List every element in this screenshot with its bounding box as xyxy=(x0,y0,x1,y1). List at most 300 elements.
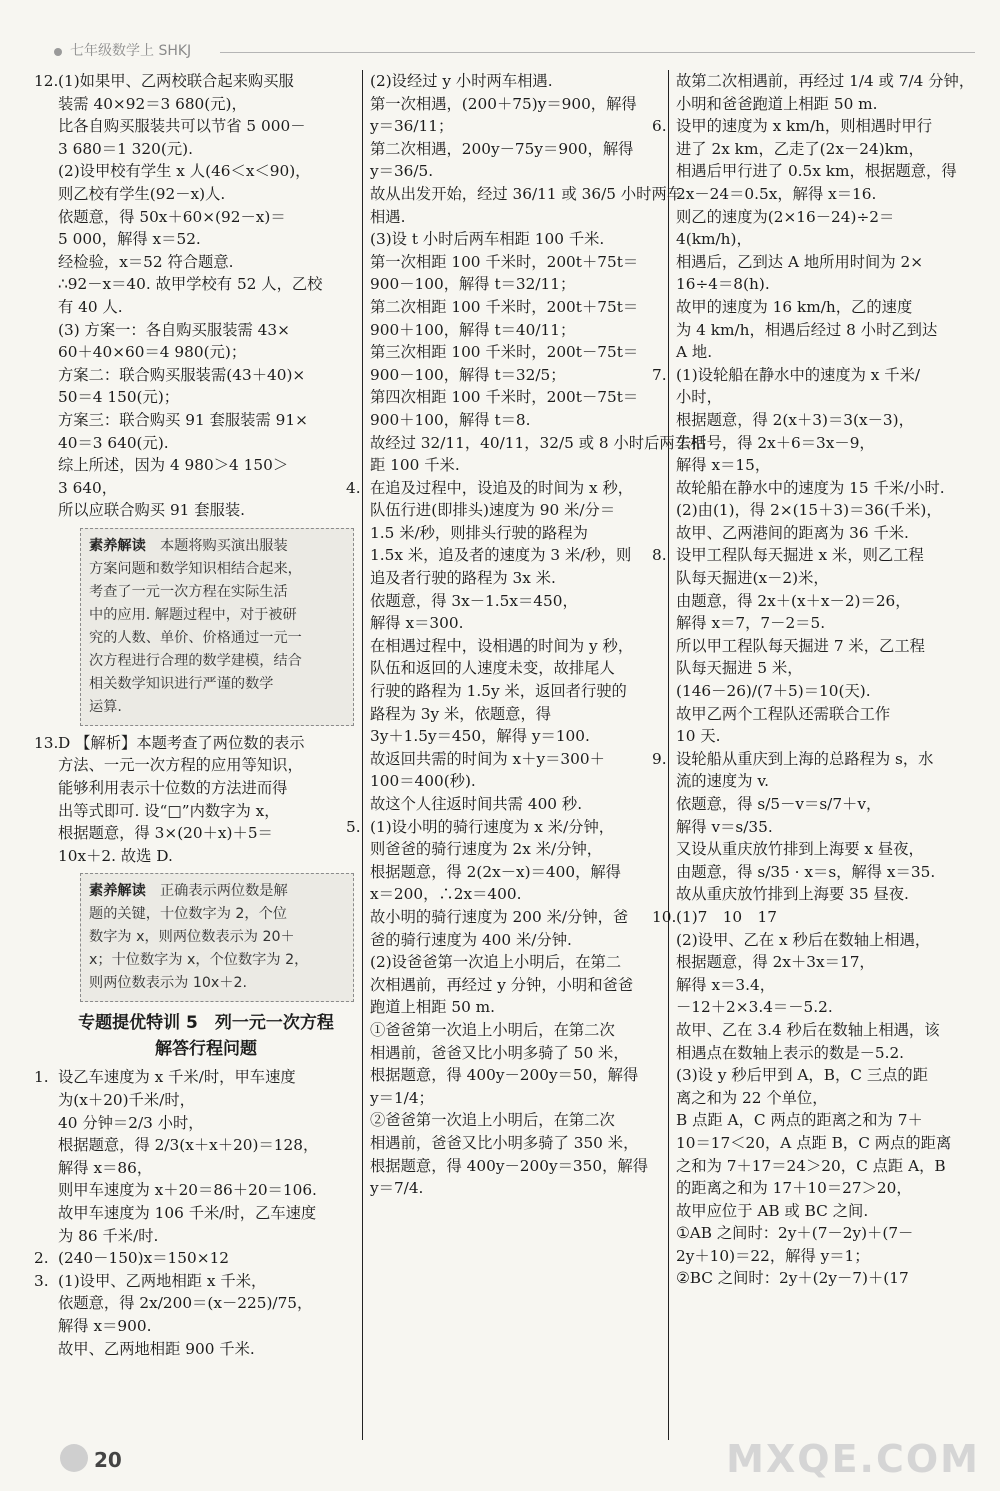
text-line xyxy=(676,70,974,93)
line-text: 依题意，得 s/5－v＝s/7＋v， xyxy=(676,795,882,813)
text-line xyxy=(370,115,664,138)
text-line xyxy=(370,703,664,726)
line-text: 为 4 km/h，相遇后经过 8 小时乙到达 xyxy=(676,320,938,339)
line-text: 3 680＝1 320(元). xyxy=(58,139,193,158)
line-text: 60＋40×60＝4 980(元)； xyxy=(58,343,247,362)
line-text: 路程为 3y 米，依题意，得 xyxy=(370,704,552,723)
text-line xyxy=(676,635,974,658)
text-line xyxy=(676,657,974,680)
question-number: 8. xyxy=(652,546,667,565)
text-line xyxy=(370,522,664,545)
line-text: 队伍和返回的人速度未变，故排尾人 xyxy=(370,659,615,678)
question-number: 5. xyxy=(346,817,361,836)
line-text: 的距离之和为 17＋10＝27＞20， xyxy=(676,1179,912,1198)
line-text: 50＝4 150(元)； xyxy=(58,388,180,407)
text-line xyxy=(676,499,974,522)
note-line: x；十位数字为 x，个位数字为 2， xyxy=(89,952,309,969)
line-text: 方法、一元一次方程的应用等知识， xyxy=(58,756,303,775)
line-text: (146－26)/(7＋5)＝10(天). xyxy=(676,682,871,701)
text-line xyxy=(370,590,664,613)
line-text: 则甲车速度为 x＋20＝86＋20＝106. xyxy=(58,1181,317,1200)
question-number: 6. xyxy=(652,117,667,136)
text-line xyxy=(370,725,664,748)
line-text: 次相遇前，再经过 y 分钟，小明和爸爸 xyxy=(370,975,634,994)
text-line xyxy=(676,590,974,613)
text-line xyxy=(370,454,664,477)
line-text: 故经过 32/11，40/11，32/5 或 8 小时后两车相 xyxy=(370,433,706,452)
line-text: (3)设 y 秒后甲到 A，B，C 三点的距 xyxy=(676,1066,929,1085)
line-text: 去括号，得 2x＋6＝3x－9， xyxy=(676,433,875,452)
note-line: 次方程进行合理的数学建模，结合 xyxy=(89,652,302,669)
text-line xyxy=(370,996,664,1019)
section-heading xyxy=(58,1010,354,1062)
text-line xyxy=(370,138,664,161)
line-text: 依题意，得 2x/200＝(x－225)/75， xyxy=(58,1294,313,1313)
text-line xyxy=(370,793,664,816)
line-text: (2)设甲、乙在 x 秒后在数轴上相遇， xyxy=(676,930,931,949)
note-line: 正确表示两位数是解 xyxy=(159,883,288,900)
text-line xyxy=(652,544,974,567)
text-line xyxy=(676,228,974,251)
line-text: 故甲、乙在 3.4 秒后在数轴上相遇，该 xyxy=(676,1020,940,1039)
text-line xyxy=(370,273,664,296)
line-text: 综上所述，因为 4 980＞4 150＞ xyxy=(58,456,289,475)
note-line: 本题将购买演出服装 xyxy=(159,537,288,554)
line-text: 之和为 7＋17＝24＞20，C 点距 A，B xyxy=(676,1156,946,1175)
line-text: 为(x＋20)千米/时， xyxy=(58,1091,195,1110)
text-line xyxy=(370,770,664,793)
line-text: 在追及过程中，设追及的时间为 x 秒， xyxy=(370,478,634,497)
line-text: (1)设轮船在静水中的速度为 x 千米/ xyxy=(676,365,921,384)
text-line xyxy=(370,386,664,409)
line-text: ②爸爸第一次追上小明后，在第二次 xyxy=(370,1111,615,1130)
line-text: 根据题意，得 2x＋3x＝17， xyxy=(676,953,875,972)
line-text: 比各自购买服装共可以节省 5 000－ xyxy=(58,117,306,136)
line-text: 故返回共需的时间为 x＋y＝300＋ xyxy=(370,749,605,768)
text-line xyxy=(370,748,664,771)
text-line xyxy=(58,273,354,296)
question-number: 1. xyxy=(34,1068,49,1087)
line-text: y＝36/5. xyxy=(370,162,434,181)
note-line: 数字为 x，则两位数表示为 20＋ xyxy=(89,929,295,946)
line-text: 第四次相距 100 千米时，200t－75t＝ xyxy=(370,388,639,407)
page-number: 20 xyxy=(94,1448,122,1472)
line-text: 相遇前，爸爸又比小明多骑了 350 米， xyxy=(370,1133,639,1152)
line-text: 故甲应位于 AB 或 BC 之间. xyxy=(676,1201,869,1220)
line-text: 由题意，得 s/35 · x＝s，解得 x＝35. xyxy=(676,862,936,881)
watermark: MXQE.COM xyxy=(726,1437,980,1481)
line-text: 方案三：联合购买 91 套服装需 91× xyxy=(58,410,308,429)
line-text: 由题意，得 2x＋(x＋x－2)＝26， xyxy=(676,591,911,610)
text-line xyxy=(58,228,354,251)
answers-5-10 xyxy=(652,70,975,1290)
text-line xyxy=(370,951,664,974)
question-number: 13. xyxy=(34,733,59,752)
line-text: 设轮船从重庆到上海的总路程为 s，水 xyxy=(676,749,934,768)
text-line xyxy=(676,1245,974,1268)
line-text: 第一次相距 100 千米时，200t＋75t＝ xyxy=(370,252,639,271)
text-line xyxy=(58,1134,354,1157)
text-line xyxy=(652,115,974,138)
header-rule xyxy=(220,52,975,53)
text-line xyxy=(676,138,974,161)
text-line xyxy=(676,432,974,455)
text-line xyxy=(58,341,354,364)
text-line xyxy=(370,567,664,590)
text-line xyxy=(676,793,974,816)
text-line xyxy=(370,251,664,274)
note-line: 方案问题和数学知识相结合起来， xyxy=(89,560,302,577)
line-text: 第三次相距 100 千米时，200t－75t＝ xyxy=(370,343,639,362)
line-text: 2x－24＝0.5x，解得 x＝16. xyxy=(676,184,877,203)
line-text: y＝7/4. xyxy=(370,1179,424,1198)
line-text: 相遇后甲行进了 0.5x km，根据题意，得 xyxy=(676,162,957,181)
text-line xyxy=(58,454,354,477)
page-footer xyxy=(60,1440,160,1480)
line-text: 解得 x＝86， xyxy=(58,1158,153,1177)
text-line xyxy=(370,1064,664,1087)
text-line xyxy=(58,1089,354,1112)
question-number: 3. xyxy=(34,1271,49,1290)
text-line xyxy=(370,861,664,884)
line-text: 流的速度为 v. xyxy=(676,772,770,791)
line-text: ∴92－x＝40. 故甲学校有 52 人，乙校 xyxy=(58,275,323,294)
answer-13 xyxy=(34,732,354,868)
line-text: x＝200，∴2x＝400. xyxy=(370,885,522,904)
question-number: 12. xyxy=(34,72,59,90)
line-text: 跑道上相距 50 m. xyxy=(370,998,496,1017)
text-line xyxy=(370,206,664,229)
literacy-note-box xyxy=(80,873,354,1002)
line-text: 解得 x＝300. xyxy=(370,614,464,633)
text-line xyxy=(34,1066,354,1089)
line-text: 为 86 千米/时. xyxy=(58,1226,159,1245)
line-text: 故从重庆放竹排到上海要 35 昼夜. xyxy=(676,885,909,904)
line-text: (1)如果甲、乙两校联合起来购买服 xyxy=(58,72,294,90)
line-text: 第二次相遇，200y－75y＝900，解得 xyxy=(370,139,634,158)
text-line xyxy=(34,1270,354,1293)
text-line xyxy=(370,1087,664,1110)
question-number: 7. xyxy=(652,365,667,384)
text-line xyxy=(58,138,354,161)
section-heading-line: 解答行程问题 xyxy=(155,1039,257,1060)
text-line xyxy=(58,251,354,274)
line-text: 3y＋1.5y＝450，解得 y＝100. xyxy=(370,727,590,746)
text-line xyxy=(58,1315,354,1338)
text-line xyxy=(370,364,664,387)
text-line xyxy=(370,1155,664,1178)
line-text: y＝1/4； xyxy=(370,1088,434,1107)
line-text: 所以应联合购买 91 套服装. xyxy=(58,501,246,520)
line-text: 在相遇过程中，设相遇的时间为 y 秒， xyxy=(370,636,634,655)
line-text: 进了 2x km，乙走了(2x－24)km， xyxy=(676,139,924,158)
answer-12 xyxy=(34,70,354,522)
line-text: 根据题意，得 400y－200y＝50，解得 xyxy=(370,1066,639,1085)
text-line xyxy=(370,635,664,658)
line-text: 故轮船在静水中的速度为 15 千米/小时. xyxy=(676,478,945,497)
line-text: (2)设爸爸第一次追上小明后，在第二 xyxy=(370,953,622,972)
text-line xyxy=(58,1292,354,1315)
line-text: 10 天. xyxy=(676,727,721,746)
line-text: 装需 40×92＝3 680(元)， xyxy=(58,94,247,113)
question-number: 2. xyxy=(34,1249,49,1268)
text-line xyxy=(676,861,974,884)
line-text: (2)设经过 y 小时两车相遇. xyxy=(370,72,553,90)
line-text: 队每天掘进(x－2)米， xyxy=(676,569,829,588)
line-text: (1)设甲、乙两地相距 x 千米， xyxy=(58,1271,267,1290)
line-text: 900＋100，解得 t＝40/11； xyxy=(370,320,576,339)
text-line xyxy=(370,70,664,93)
line-text: 设乙车速度为 x 千米/时，甲车速度 xyxy=(58,1068,296,1087)
text-line xyxy=(370,160,664,183)
line-text: 设甲的速度为 x km/h，则相遇时甲行 xyxy=(676,117,932,136)
line-text: 故甲、乙两港间的距离为 36 千米. xyxy=(676,523,909,542)
text-line xyxy=(676,883,974,906)
text-line xyxy=(676,680,974,703)
line-text: 所以甲工程队每天掘进 7 米，乙工程 xyxy=(676,636,925,655)
line-text: 故甲乙两个工程队还需联合工作 xyxy=(676,704,891,723)
line-text: 依题意，得 3x－1.5x＝450， xyxy=(370,591,578,610)
line-text: (3) 方案一：各自购买服装需 43× xyxy=(58,320,290,339)
text-line xyxy=(676,1155,974,1178)
line-text: 根据题意，得 2(2x－x)＝400，解得 xyxy=(370,862,621,881)
line-text: (2)设甲校有学生 x 人(46＜x＜90)， xyxy=(58,162,311,181)
page-header xyxy=(40,40,975,66)
line-text: (1)设小明的骑行速度为 x 米/分钟， xyxy=(370,817,615,836)
text-line xyxy=(58,1338,354,1361)
text-line xyxy=(34,70,354,93)
column-divider xyxy=(362,70,363,1440)
text-line xyxy=(346,816,664,839)
line-text: 设甲工程队每天掘进 x 米，则乙工程 xyxy=(676,546,924,565)
text-line xyxy=(676,1019,974,1042)
text-line xyxy=(676,386,974,409)
text-line xyxy=(370,906,664,929)
line-text: 1.5 米/秒，则排头行驶的路程为 xyxy=(370,523,588,542)
line-text: 根据题意，得 2(x＋3)＝3(x－3)， xyxy=(676,410,914,429)
line-text: ①爸爸第一次追上小明后，在第二次 xyxy=(370,1020,615,1039)
text-line xyxy=(58,409,354,432)
text-line xyxy=(652,364,974,387)
text-line xyxy=(370,319,664,342)
bullet-icon xyxy=(54,48,62,56)
note-line: 相关数学知识进行严谨的数学 xyxy=(89,675,274,692)
line-text: 解得 x＝15， xyxy=(676,456,771,475)
note-line: 中的应用. 解题过程中，对于被研 xyxy=(89,606,297,623)
line-text: (3)设 t 小时后两车相距 100 千米. xyxy=(370,230,605,249)
line-text: 能够利用表示十位数的方法进而得 xyxy=(58,779,288,798)
text-line xyxy=(58,1112,354,1135)
line-text: 相遇. xyxy=(370,207,406,226)
text-line xyxy=(370,612,664,635)
text-line xyxy=(58,477,354,500)
line-text: 爸的骑行速度为 400 米/分钟. xyxy=(370,930,572,949)
line-text: 相遇点在数轴上表示的数是－5.2. xyxy=(676,1043,905,1062)
text-line xyxy=(58,1225,354,1248)
text-line xyxy=(370,1042,664,1065)
text-line xyxy=(370,183,683,206)
line-text: 根据题意，得 3×(20＋x)＋5＝ xyxy=(58,824,273,843)
text-line xyxy=(652,748,974,771)
text-line xyxy=(676,251,974,274)
line-text: 队每天掘进 5 米， xyxy=(676,659,803,678)
text-line xyxy=(58,754,354,777)
line-text: 第一次相遇，(200＋75)y＝900，解得 xyxy=(370,94,637,113)
line-text: 900－100，解得 t＝32/5； xyxy=(370,365,566,384)
text-line xyxy=(676,1064,974,1087)
line-text: 队伍行进(即排头)速度为 90 米/分＝ xyxy=(370,501,616,520)
note-line: 究的人数、单价、价格通过一元一 xyxy=(89,629,302,646)
text-line xyxy=(370,680,664,703)
line-text: 900－100，解得 t＝32/11； xyxy=(370,275,576,294)
text-line xyxy=(652,906,974,929)
line-text: B 点距 A，C 两点的距离之和为 7＋ xyxy=(676,1111,923,1130)
line-text: 方案二：联合购买服装需(43＋40)× xyxy=(58,365,306,384)
text-line xyxy=(676,838,974,861)
line-text: 第二次相距 100 千米时，200t＋75t＝ xyxy=(370,297,639,316)
text-line xyxy=(676,816,974,839)
text-line xyxy=(58,296,354,319)
line-text: 又设从重庆放竹排到上海要 x 昼夜， xyxy=(676,840,924,859)
text-line xyxy=(676,929,974,952)
line-text: 2y＋10)＝22，解得 y＝1； xyxy=(676,1246,870,1265)
text-line xyxy=(676,996,974,1019)
line-text: 100＝400(秒). xyxy=(370,772,476,791)
line-text: y＝36/11； xyxy=(370,117,454,136)
line-text: 根据题意，得 2/3(x＋x＋20)＝128， xyxy=(58,1136,319,1155)
text-line xyxy=(676,1177,974,1200)
line-text: 则乙校有学生(92－x)人. xyxy=(58,184,226,203)
text-line xyxy=(58,115,354,138)
text-line xyxy=(676,1132,974,1155)
text-line xyxy=(58,777,354,800)
text-line xyxy=(58,364,354,387)
line-text: 900＋100，解得 t＝8. xyxy=(370,410,531,429)
text-line xyxy=(58,800,354,823)
text-line xyxy=(370,1019,664,1042)
line-text: 相遇前，爸爸又比小明多骑了 50 米， xyxy=(370,1043,629,1062)
question-number: 9. xyxy=(652,749,667,768)
line-text: 10＝17＜20，A 点距 B，C 两点的距离 xyxy=(676,1133,952,1152)
text-line xyxy=(370,432,706,455)
line-text: 故第二次相遇前，再经过 1/4 或 7/4 分钟， xyxy=(676,72,975,90)
text-line xyxy=(676,477,974,500)
line-text: 依题意，得 50x＋60×(92－x)＝ xyxy=(58,207,286,226)
text-line xyxy=(370,341,664,364)
text-line xyxy=(58,499,354,522)
text-line xyxy=(676,1087,974,1110)
line-text: 解得 x＝3.4， xyxy=(676,975,776,994)
text-line xyxy=(58,1179,354,1202)
text-line xyxy=(370,883,664,906)
text-line xyxy=(676,725,974,748)
line-text: 故从出发开始，经过 36/11 或 36/5 小时两车 xyxy=(370,184,683,203)
line-text: 经检验，x＝52 符合题意. xyxy=(58,252,234,271)
line-text: 则爸爸的骑行速度为 2x 米/分钟， xyxy=(370,840,603,859)
dolphin-logo-icon xyxy=(60,1444,88,1472)
text-line xyxy=(58,822,354,845)
line-text: ②BC 之间时：2y＋(2y－7)＋(17 xyxy=(676,1269,909,1288)
line-text: 则乙的速度为(2×16－24)÷2＝ xyxy=(676,207,895,226)
line-text: 出等式即可. 设“□”内数字为 x， xyxy=(58,801,280,820)
note-title: 素养解读 xyxy=(89,883,146,900)
line-text: 故甲的速度为 16 km/h，乙的速度 xyxy=(676,297,913,316)
line-text: 5 000，解得 x＝52. xyxy=(58,230,201,249)
question-number: 4. xyxy=(346,478,361,497)
line-text: 解得 x＝7，7－2＝5. xyxy=(676,614,826,633)
line-text: 1.5x 米，追及者的速度为 3 米/秒，则 xyxy=(370,546,632,565)
text-line xyxy=(370,296,664,319)
line-text: 40 分钟＝2/3 小时， xyxy=(58,1113,204,1132)
line-text: －12＋2×3.4＝－5.2. xyxy=(676,998,833,1017)
text-line xyxy=(676,1200,974,1223)
line-text: 根据题意，得 400y－200y＝350，解得 xyxy=(370,1156,649,1175)
text-line xyxy=(58,93,354,116)
text-line xyxy=(676,612,974,635)
text-line xyxy=(58,432,354,455)
line-text: 故这个人往返时间共需 400 秒. xyxy=(370,795,583,813)
text-line xyxy=(676,319,974,342)
text-line xyxy=(58,160,354,183)
note-line: 运算. xyxy=(89,698,122,715)
text-line xyxy=(676,770,974,793)
line-text: (2)由(1)，得 2×(15＋3)＝36(千米)， xyxy=(676,501,942,520)
book-title: 七年级数学上 SHKJ xyxy=(70,43,192,59)
line-text: 3 640， xyxy=(58,478,118,497)
text-line xyxy=(676,1222,974,1245)
text-line xyxy=(676,974,974,997)
text-line xyxy=(676,93,974,116)
line-text: ①AB 之间时：2y＋(7－2y)＋(7－ xyxy=(676,1224,914,1243)
line-text: 解得 x＝900. xyxy=(58,1316,152,1335)
line-text: 故小明的骑行速度为 200 米/分钟，爸 xyxy=(370,907,629,926)
line-text: 16÷4＝8(h). xyxy=(676,275,770,294)
line-text: (240－150)x＝150×12 xyxy=(58,1249,230,1268)
text-line xyxy=(370,499,664,522)
text-line xyxy=(676,1109,974,1132)
answers-1-3 xyxy=(34,1066,354,1360)
line-text: 40＝3 640(元). xyxy=(58,433,169,452)
text-line xyxy=(58,1157,354,1180)
text-line xyxy=(58,386,354,409)
text-line xyxy=(676,206,974,229)
line-text: 相遇后，乙到达 A 地所用时间为 2× xyxy=(676,252,924,271)
note-line: 考查了一元一次方程在实际生活 xyxy=(89,583,288,600)
text-line xyxy=(370,838,664,861)
literacy-note-box xyxy=(80,528,354,726)
line-text: 解得 v＝s/35. xyxy=(676,817,773,836)
text-line xyxy=(676,1042,974,1065)
line-text: 小时， xyxy=(676,388,722,407)
text-line xyxy=(34,1247,354,1270)
text-line xyxy=(676,1267,974,1290)
text-line xyxy=(676,273,974,296)
line-text: 故甲车速度为 106 千米/时，乙车速度 xyxy=(58,1204,317,1222)
line-text: 追及者行驶的路程为 3x 米. xyxy=(370,569,556,588)
text-line xyxy=(370,228,664,251)
text-line xyxy=(370,974,664,997)
text-line xyxy=(370,1132,664,1155)
text-line xyxy=(676,341,974,364)
text-line xyxy=(676,454,974,477)
question-number: 10. xyxy=(652,907,677,926)
text-line xyxy=(676,160,974,183)
text-line xyxy=(370,929,664,952)
line-text: 4(km/h)， xyxy=(676,230,752,249)
line-text: 小明和爸爸跑道上相距 50 m. xyxy=(676,94,878,113)
text-line xyxy=(370,1177,664,1200)
note-line: 则两位数表示为 10x＋2. xyxy=(89,975,247,992)
